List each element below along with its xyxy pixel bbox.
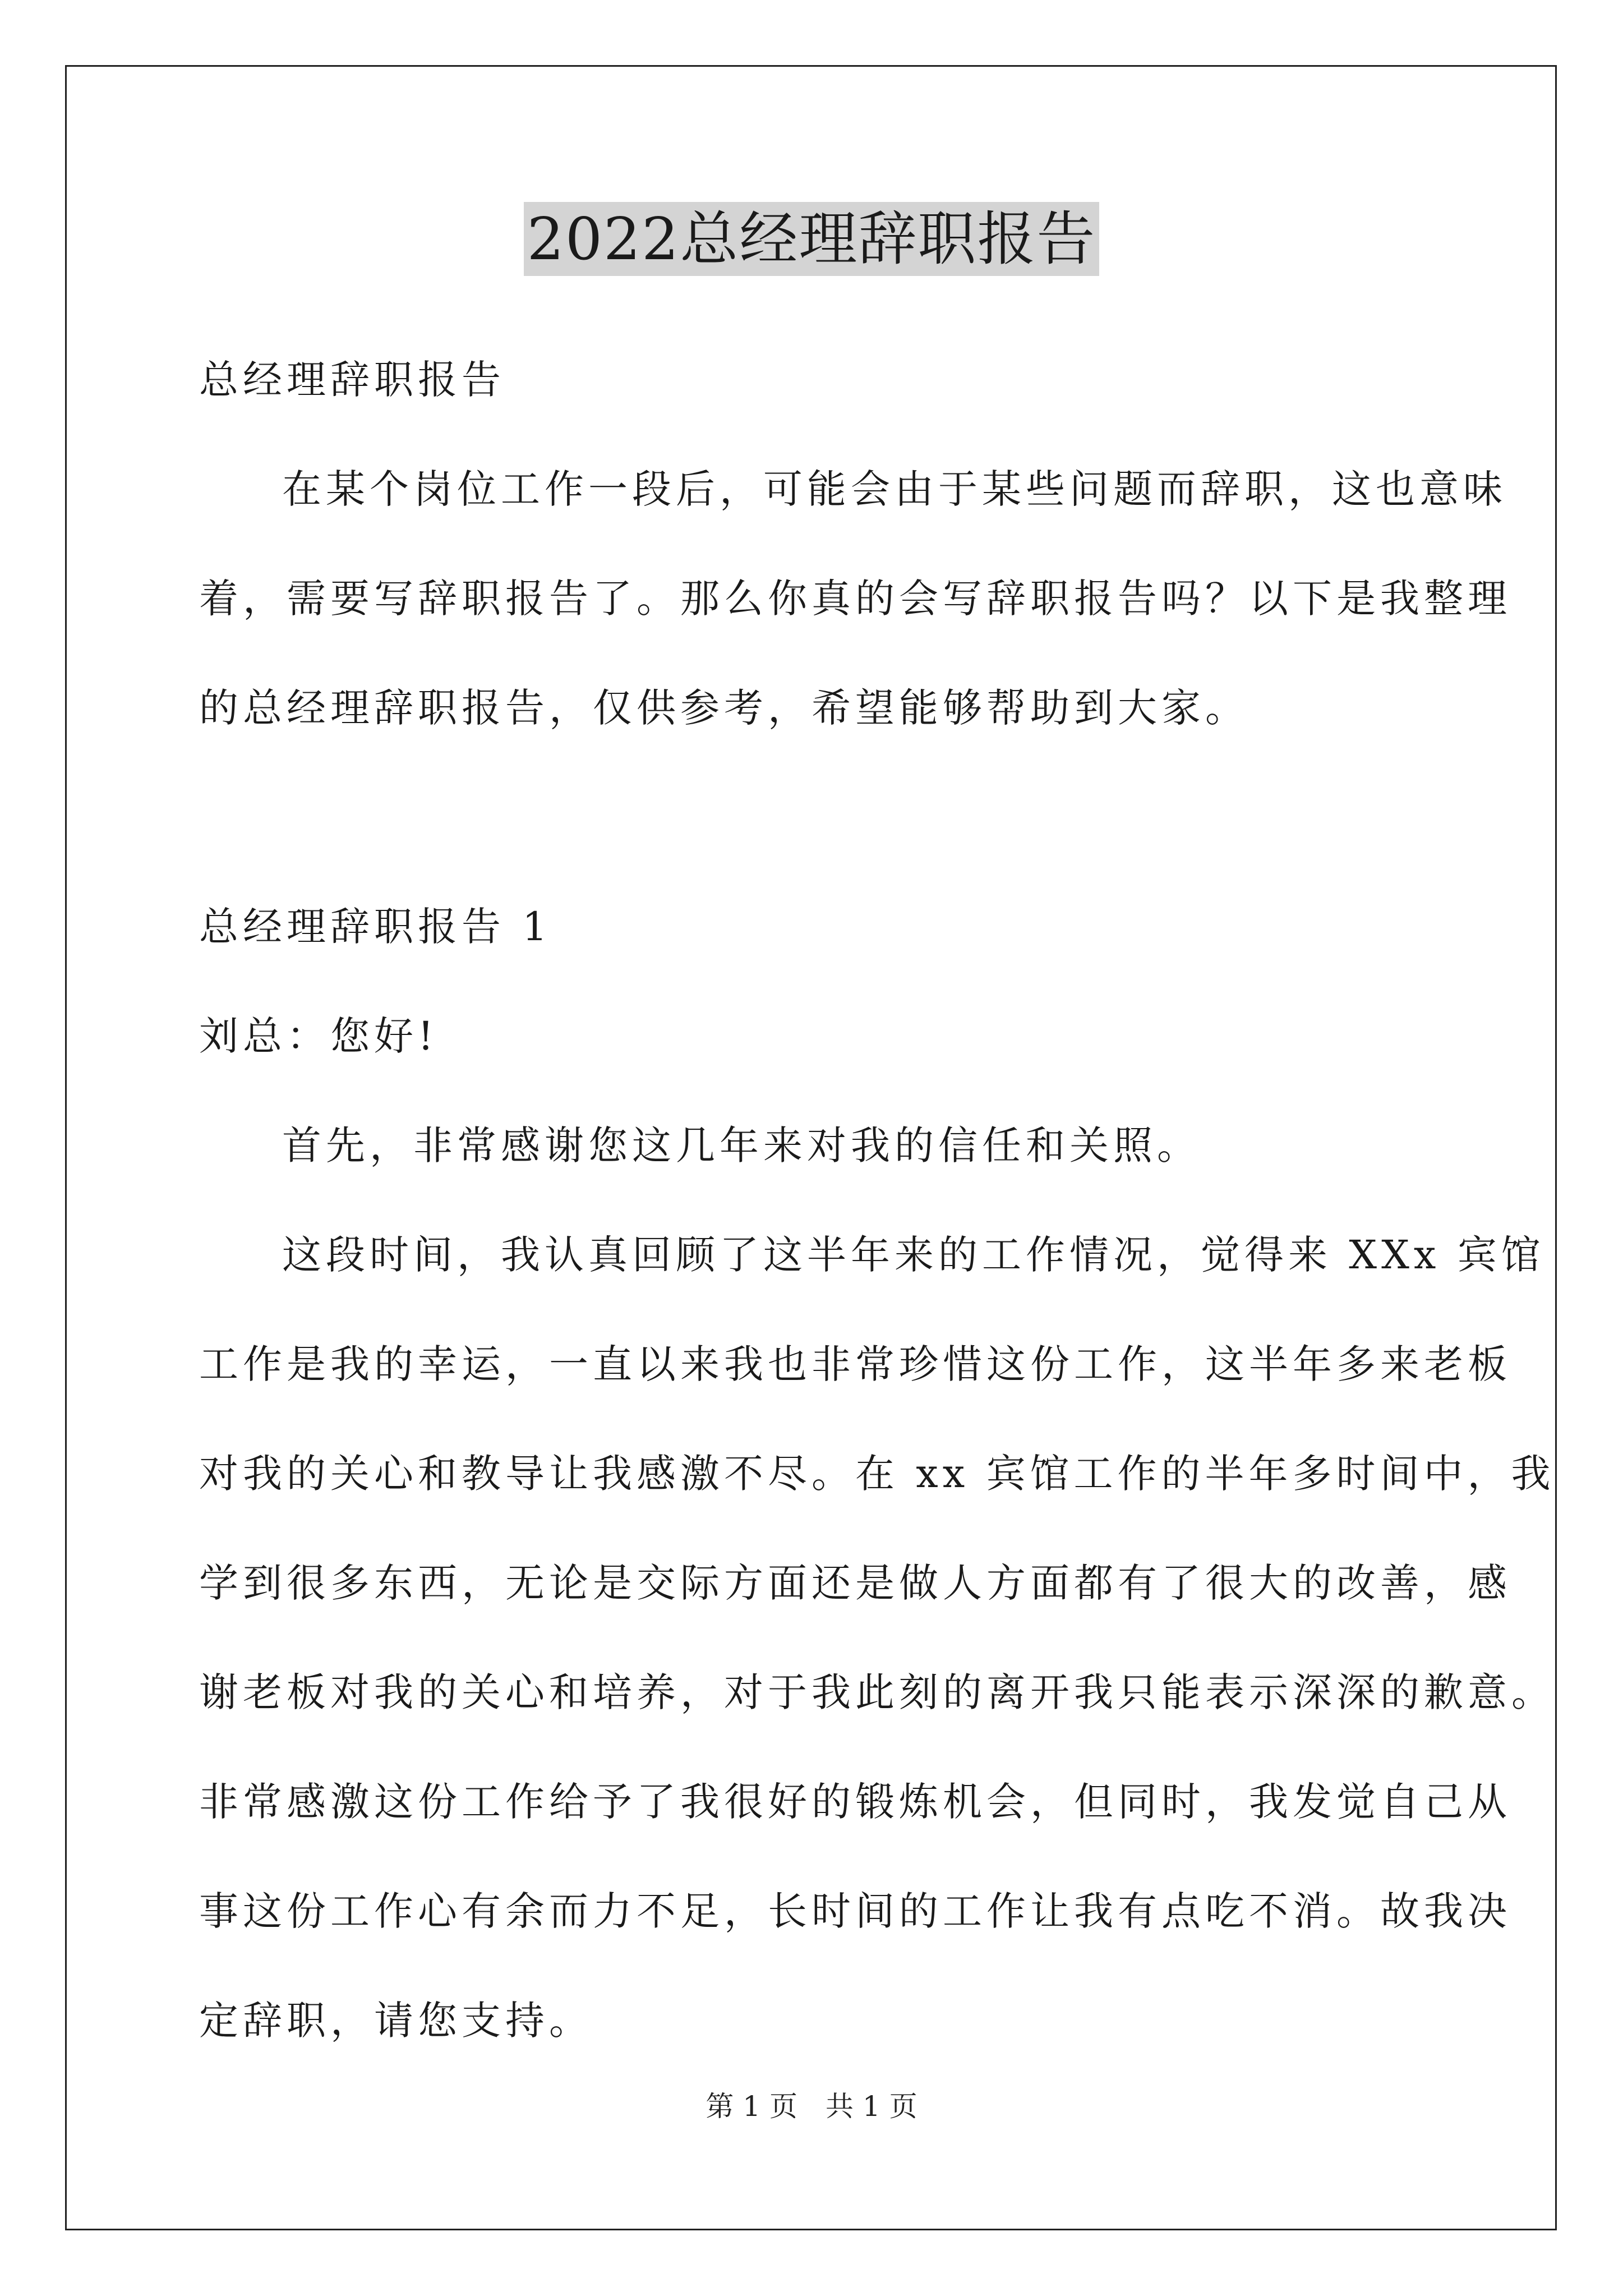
text-line: 工作是我的幸运，一直以来我也非常珍惜这份工作，这半年多来老板 xyxy=(199,1341,1511,1387)
text-line: 定辞职，请您支持。 xyxy=(199,1998,593,2044)
text-line: 非常感激这份工作给予了我很好的锻炼机会，但同时，我发觉自己从 xyxy=(199,1779,1511,1825)
page-footer: 第 1 页 共 1 页 xyxy=(706,2090,917,2123)
document-body xyxy=(199,325,1555,2076)
title-container xyxy=(0,202,1623,276)
text-line: 总经理辞职报告 1 xyxy=(199,904,552,950)
document-title: 2022总经理辞职报告 xyxy=(524,202,1100,276)
text-line: 的总经理辞职报告，仅供参考，希望能够帮助到大家。 xyxy=(199,685,1249,731)
text-line: 对我的关心和教导让我感激不尽。在 xx 宾馆工作的半年多时间中，我 xyxy=(199,1451,1555,1497)
blank-line xyxy=(199,763,1461,872)
text-line: 这段时间，我认真回顾了这半年来的工作情况，觉得来 XXx 宾馆 xyxy=(282,1232,1545,1278)
text-line: 总经理辞职报告 xyxy=(199,357,505,403)
text-line: 学到很多东西，无论是交际方面还是做人方面都有了很大的改善，感 xyxy=(199,1560,1511,1606)
text-line: 谢老板对我的关心和培养，对于我此刻的离开我只能表示深深的歉意。 xyxy=(199,1669,1555,1715)
text-line: 刘总：您好! xyxy=(199,1013,439,1059)
text-line: 事这份工作心有余而力不足，长时间的工作让我有点吃不消。故我决 xyxy=(199,1888,1511,1934)
text-line: 着，需要写辞职报告了。那么你真的会写辞职报告吗？以下是我整理 xyxy=(199,576,1511,622)
text-line: 在某个岗位工作一段后，可能会由于某些问题而辞职，这也意味 xyxy=(282,466,1507,512)
text-line: 首先，非常感谢您这几年来对我的信任和关照。 xyxy=(282,1122,1201,1168)
